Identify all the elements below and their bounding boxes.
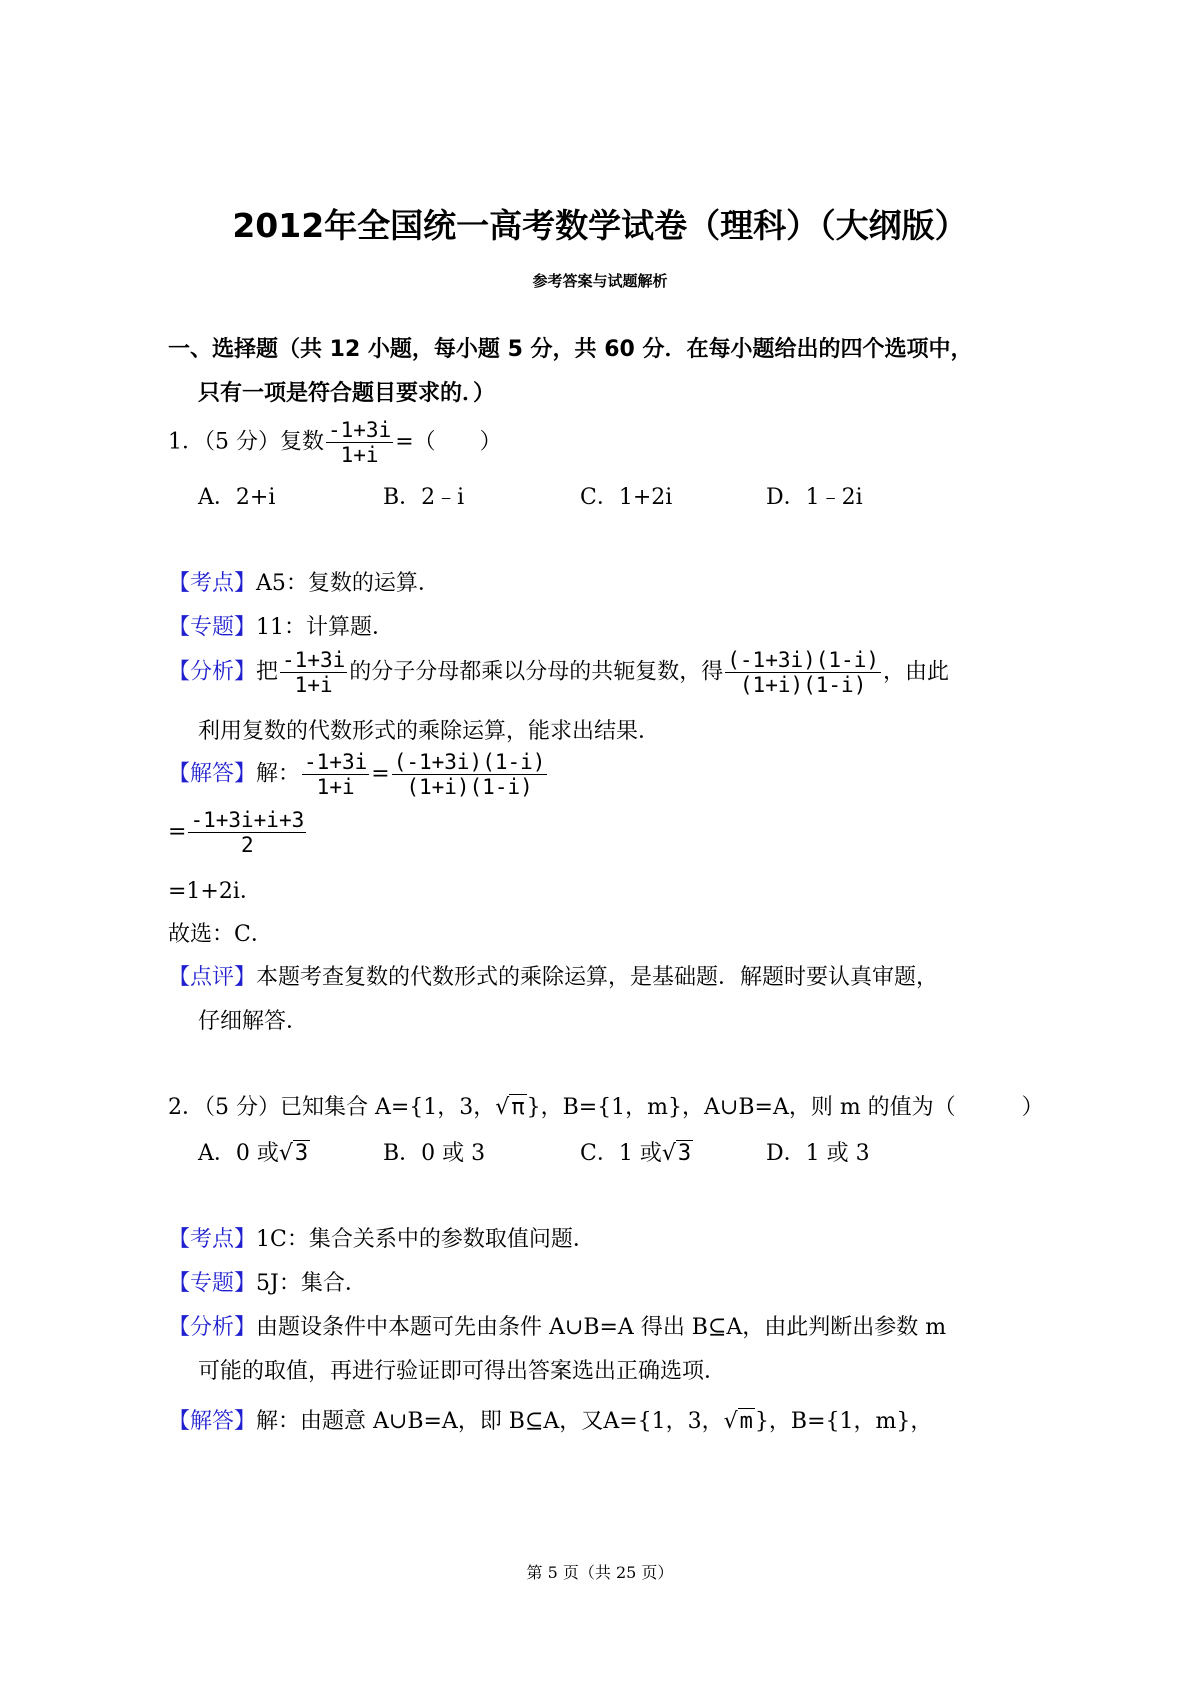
dianping-tag: 【点评】 [168,965,257,990]
q2-option-b: B．0 或 3 [383,1141,486,1166]
jieda-fraction-1 [302,750,369,799]
fraction-denominator: (1+i)(1-i) [739,673,867,698]
zhuanti-text: 11：计算题． [256,615,395,640]
q2-kaodian [168,1222,595,1253]
page-subtitle: 参考答案与试题解析 [532,272,668,290]
q2-fenxi [168,1310,946,1341]
fraction-numerator: -1+3i [282,648,346,672]
sqrt-3: √3 [278,1141,309,1166]
option-a-text: A．0 或 [198,1141,279,1166]
zhuanti-tag: 【专题】 [168,615,257,640]
page-footer: 第 5 页（共 25 页） [526,1563,674,1582]
sqrt-3: √3 [661,1141,692,1166]
q1-fenxi-line2: 利用复数的代数形式的乘除运算，能求出结果． [198,719,661,744]
option-d: D．1﹣2i [766,485,863,510]
q2-option-d: D．1 或 3 [766,1141,870,1166]
section-heading-line1: 一、选择题（共 12 小题，每小题 5 分，共 60 分．在每小题给出的四个选项中， [168,337,973,362]
question-1-prefix: 1．（5 分）复数 [168,429,324,455]
set-b-text: }，B={1，m}， [754,1409,933,1434]
fenxi-tag: 【分析】 [168,659,257,685]
fraction-denominator: 1+i [294,673,333,698]
q1-dianping [168,960,938,991]
fenxi-text-b: 的分子分母都乘以分母的共轭复数，得 [349,659,724,685]
kaodian-tag: 【考点】 [168,571,257,596]
q1-step2: = $\frac{-1+3i+i+3}{2}$ [168,808,305,858]
question-1-suffix: =（ ） [395,429,502,455]
radicand: 3 [677,1141,692,1166]
fraction-denominator: 1+i [316,775,355,800]
question-1 [168,418,502,467]
fraction-numerator: (-1+3i)(1-i) [727,648,879,672]
fenxi-text-a: 把 [256,659,279,685]
q2-jieda [168,1404,932,1435]
zhuanti-text: 5J：集合． [256,1271,367,1296]
q1-zhuanti [168,610,394,641]
jieda-fraction-2 [392,750,548,799]
q2-fenxi-line2: 可能的取值，再进行验证即可得出答案选出正确选项． [198,1359,727,1384]
q1-kaodian [168,566,440,597]
fenxi-text: 由题设条件中本题可先由条件 A∪B=A 得出 B⊆A，由此判断出参数 m [256,1315,947,1340]
zhuanti-tag: 【专题】 [168,1271,257,1296]
q1-answer: 故选：C． [168,922,273,947]
fraction-numerator: -1+3i+i+3 [190,808,305,832]
option-c-text: C．1 或 [580,1141,662,1166]
step2-fraction [188,808,306,857]
sqrt-m: √m [723,1409,753,1434]
set-a-text: A={1，3， [603,1409,724,1434]
radicand: m [739,1409,753,1434]
fraction-denominator: 1+i [340,443,379,468]
jieda-tag: 【解答】 [168,1409,257,1434]
sqrt-pi: √π [495,1095,525,1120]
q1-jieda: 【解答】解： $\frac{-1+3i}{1+i}$ = $\frac{(-1+3i)(1-i)}{(1+i)(1-i)}$ [168,750,546,800]
kaodian-text: A5：复数的运算． [256,571,440,596]
section-heading-line2: 只有一项是符合题目要求的．） [198,381,496,406]
q2-option-c [580,1136,693,1167]
fenxi-fraction-2 [725,648,881,697]
option-c: C．1+2i [580,485,673,510]
fraction-denominator: 2 [241,833,254,858]
jieda-text: 解： [256,761,301,787]
q1-fenxi [168,648,949,697]
radicand: π [511,1095,525,1120]
fraction-denominator: (1+i)(1-i) [406,775,533,800]
fenxi-fraction-1 [280,648,347,697]
jieda-tag: 【解答】 [168,761,257,787]
fenxi-text-c: ，由此 [882,659,949,685]
kaodian-text: 1C：集合关系中的参数取值问题． [256,1227,595,1252]
radicand: 3 [294,1141,309,1166]
fraction-numerator: -1+3i [328,418,392,442]
q1-dianping-line2: 仔细解答． [198,1009,309,1034]
question-1-fraction [326,418,393,467]
question-2 [168,1090,1044,1121]
dianping-text: 本题考查复数的代数形式的乘除运算，是基础题．解题时要认真审题， [256,965,939,990]
option-b: B．2﹣i [383,485,465,510]
option-a: A．2+i [198,485,276,510]
question-2-prefix: 2．（5 分）已知集合 A={1，3， [168,1095,496,1120]
fraction-numerator: -1+3i [304,750,368,774]
fraction-numerator: (-1+3i)(1-i) [393,750,546,774]
fenxi-tag: 【分析】 [168,1315,257,1340]
page-title: 2012年全国统一高考数学试卷（理科）（大纲版） [232,206,968,245]
kaodian-tag: 【考点】 [168,1227,257,1252]
question-2-rest: }，B={1，m}，A∪B=A，则 m 的值为（ ） [526,1095,1044,1120]
q2-zhuanti [168,1266,367,1297]
q2-option-a [198,1136,310,1167]
q1-step3: =1+2i． [168,879,262,904]
jieda-text: 解：由题意 A∪B=A，即 B⊆A，又 [256,1409,604,1434]
